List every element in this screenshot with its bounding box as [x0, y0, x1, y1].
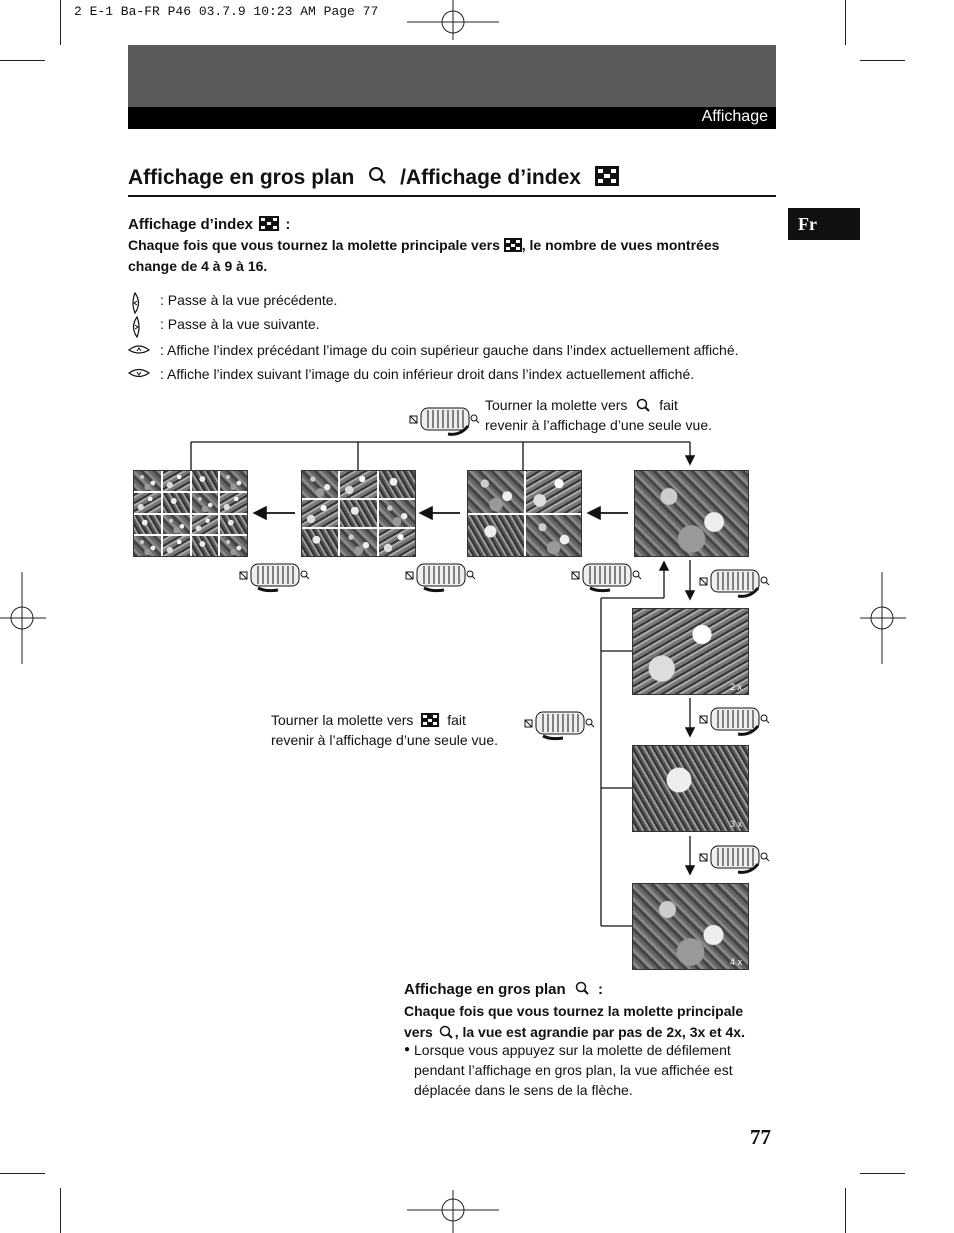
thumbnail: [134, 471, 161, 491]
closeup-description-line1: Chaque fois que vous tournez la molette principale: [404, 1003, 744, 1019]
thumbnail: [192, 536, 219, 556]
magnifier-icon: [572, 981, 592, 996]
main-dial-icon: [698, 566, 772, 600]
thumbnail: [220, 471, 247, 491]
magnifier-icon: [437, 1025, 455, 1039]
language-tab-label: Fr: [798, 214, 817, 234]
index-heading-colon: :: [285, 216, 291, 233]
section-label: Affichage: [701, 108, 768, 125]
thumbnail: [468, 515, 524, 557]
bullet-icon: ●: [404, 1044, 411, 1055]
main-dial-icon: [523, 708, 597, 742]
callout-mid-line2: revenir à l’affichage d’une seule vue.: [271, 732, 499, 748]
closeup-heading-text: Affichage en gros plan: [404, 981, 566, 998]
thumbnail: [163, 471, 190, 491]
zoom-2x-screen: [632, 608, 749, 695]
main-dial-icon: [408, 404, 482, 438]
legend-text: : Passe à la vue suivante.: [160, 316, 320, 332]
zoom-level-label: 3 x: [729, 819, 742, 829]
thumbnail: [163, 515, 190, 535]
bullet-line: Lorsque vous appuyez sur la molette de défilement: [414, 1042, 731, 1058]
main-dial-icon: [404, 560, 478, 594]
thumbnail: [340, 529, 376, 556]
callout-top-line1b: fait: [659, 397, 678, 413]
callout-top-line1a: Tourner la molette vers: [485, 397, 628, 413]
thumbnail: [302, 471, 338, 498]
index-description-line1a: Chaque fois que vous tournez la molette principale vers: [128, 237, 500, 253]
index-9-screen: [301, 470, 416, 557]
callout-top: [485, 395, 712, 435]
thumbnail: [220, 536, 247, 556]
thumbnail: [526, 515, 582, 557]
thumbnail: [340, 471, 376, 498]
single-view-screen: [634, 470, 749, 557]
thumbnail: [379, 529, 415, 556]
index-grid-icon: [421, 713, 439, 727]
print-slug: 2 E-1 Ba-FR P46 03.7.9 10:23 AM Page 77: [74, 4, 379, 19]
thumbnail: [192, 493, 219, 513]
index-16-screen: [133, 470, 248, 557]
legend-text: : Passe à la vue précédente.: [160, 292, 338, 308]
callout-mid-line1a: Tourner la molette vers: [271, 712, 414, 728]
thumbnail: [379, 471, 415, 498]
thumbnail: [468, 471, 524, 513]
page-number: 77: [750, 1125, 771, 1149]
bullet-line: déplacée dans le sens de la flèche.: [414, 1082, 633, 1098]
callout-mid: [271, 710, 498, 750]
title-part2: /Affichage d’index: [400, 166, 581, 189]
legend-text: : Affiche l’index suivant l’image du coin inférieur droit dans l’index actuellement affiché.: [160, 366, 695, 382]
thumbnail: [302, 500, 338, 527]
thumbnail: [134, 536, 161, 556]
thumbnail: [163, 493, 190, 513]
zoom-level-label: 4 x: [729, 957, 742, 967]
bullet-line: pendant l’affichage en gros plan, la vue affichée est: [414, 1062, 733, 1078]
thumbnail: [220, 515, 247, 535]
closeup-bullet: [404, 1040, 733, 1100]
thumbnail: [192, 515, 219, 535]
main-dial-icon: [698, 842, 772, 876]
closeup-description-line2b: , la vue est agrandie par pas de 2x, 3x et 4x.: [454, 1024, 745, 1040]
thumbnail: [379, 500, 415, 527]
closeup-heading: [404, 981, 603, 998]
legend-text: : Affiche l’index précédant l’image du coin supérieur gauche dans l’index actuellement affiché.: [160, 342, 739, 358]
thumbnail: [526, 471, 582, 513]
closeup-description: [404, 1001, 745, 1043]
closeup-heading-colon: :: [598, 981, 604, 998]
thumbnail: [340, 500, 376, 527]
index-heading-text: Affichage d’index: [128, 216, 254, 233]
callout-mid-line1b: fait: [447, 712, 466, 728]
callout-top-line2: revenir à l’affichage d’une seule vue.: [485, 417, 713, 433]
thumbnail: [163, 536, 190, 556]
title-part1: Affichage en gros plan: [128, 166, 355, 189]
thumbnail: [220, 493, 247, 513]
zoom-3x-screen: [632, 745, 749, 832]
thumbnail: [302, 529, 338, 556]
thumbnail: [134, 515, 161, 535]
magnifier-icon: [634, 398, 652, 412]
thumbnail: [134, 493, 161, 513]
zoom-4x-screen: [632, 883, 749, 970]
index-description-line1b: , le nombre de vues montrées: [521, 237, 720, 253]
index-description-line2: change de 4 à 9 à 16.: [128, 258, 268, 274]
main-dial-icon: [698, 704, 772, 738]
index-4-screen: [467, 470, 582, 557]
zoom-level-label: 2 x: [729, 682, 742, 692]
main-dial-icon: [570, 560, 644, 594]
closeup-description-line2a: vers: [404, 1024, 433, 1040]
thumbnail: [192, 471, 219, 491]
main-dial-icon: [238, 560, 312, 594]
